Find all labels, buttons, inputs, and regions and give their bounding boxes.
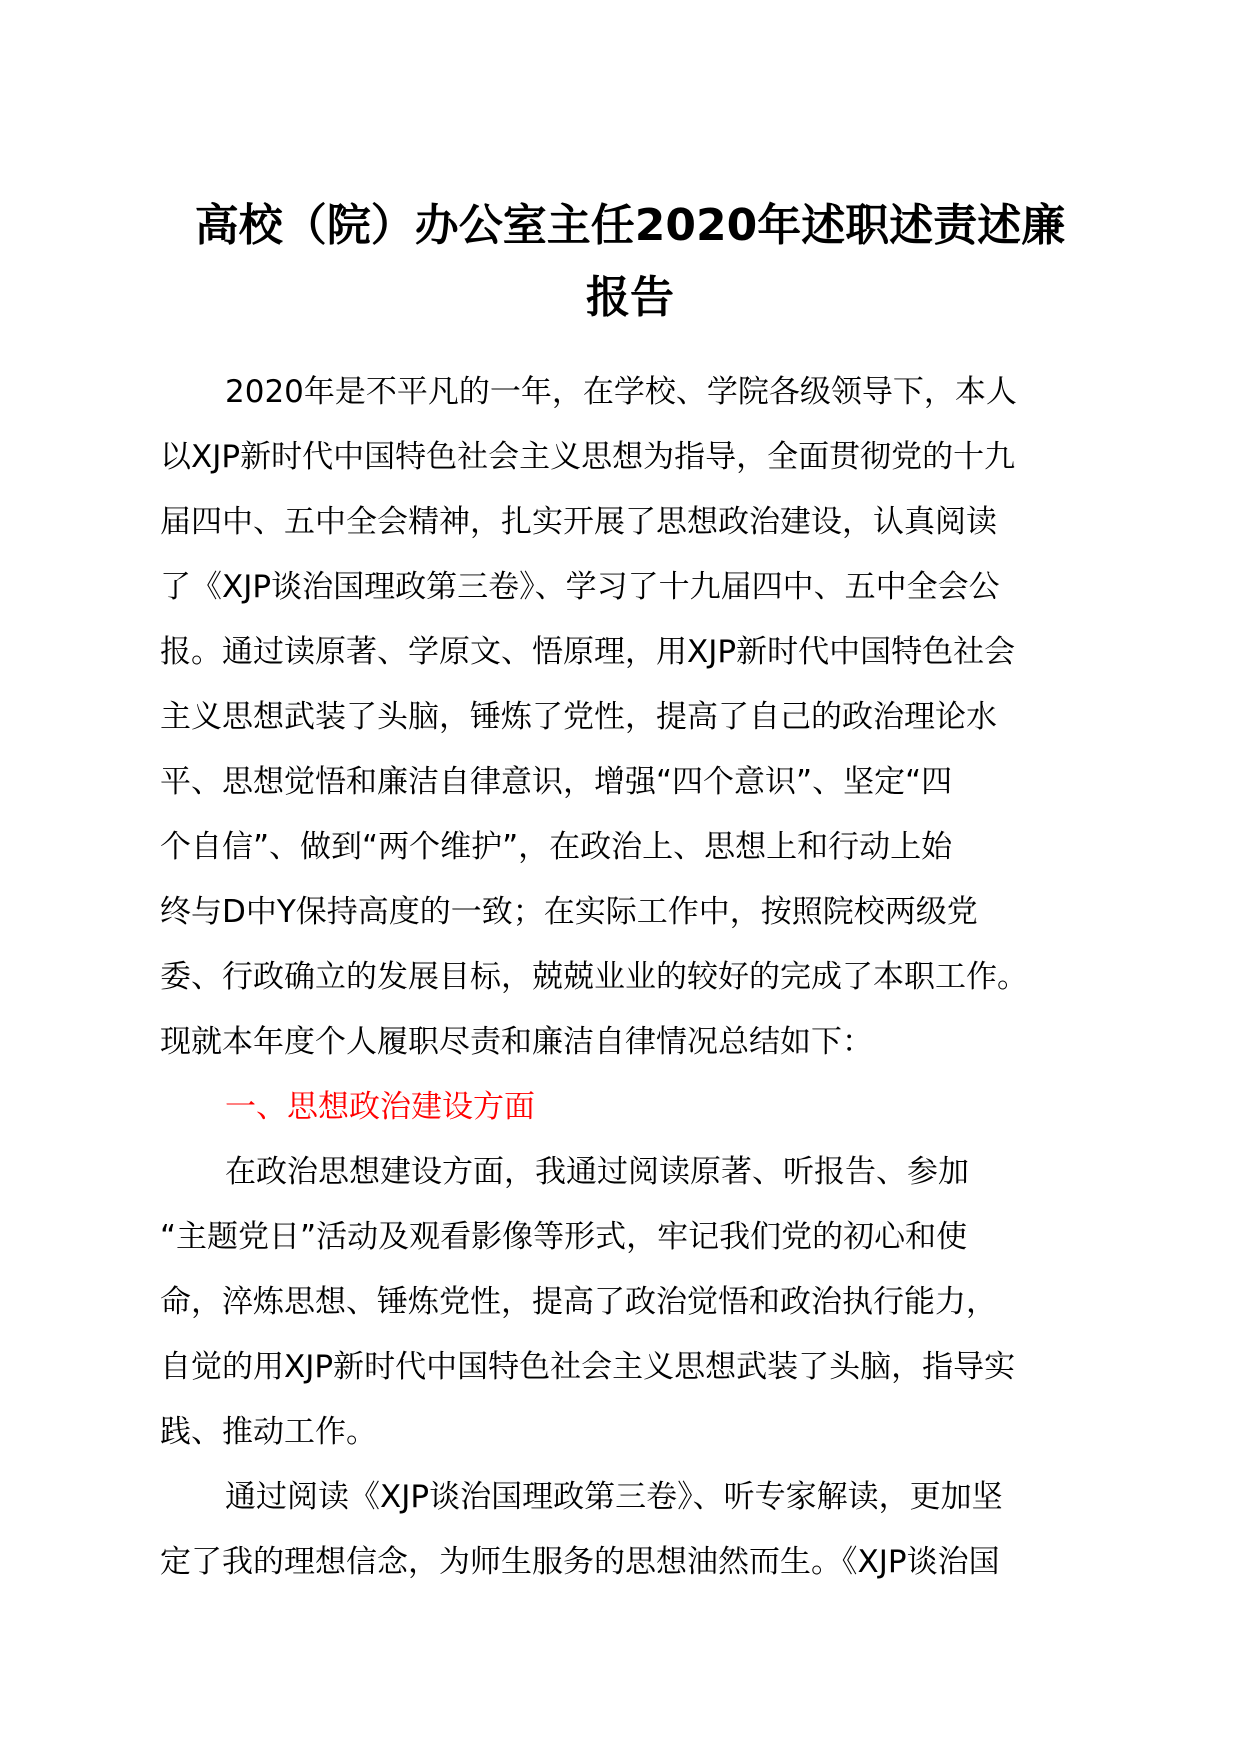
section-heading-1: 一、思想政治建设方面 [225, 1089, 535, 1125]
paragraph-1-line-3: 届四中、五中全会精神，扎实开展了思想政治建设，认真阅读 [160, 504, 997, 540]
paragraph-1-line-4: 了《XJP谈治国理政第三卷》、学习了十九届四中、五中全会公 [160, 569, 1000, 605]
paragraph-1-line-8: 个自信”、做到“两个维护”，在政治上、思想上和行动上始 [160, 829, 953, 865]
paragraph-1-line-11: 现就本年度个人履职尽责和廉洁自律情况总结如下： [160, 1024, 873, 1060]
paragraph-1-line-2: 以XJP新时代中国特色社会主义思想为指导，全面贯彻党的十九 [160, 439, 1016, 475]
paragraph-1-line-10: 委、行政确立的发展目标，兢兢业业的较好的完成了本职工作。 [160, 959, 1028, 995]
title-line-2: 报告 [586, 272, 674, 323]
document-body [160, 360, 1100, 1595]
title-line-1: 高校（院）办公室主任2020年述职述责述廉 [194, 200, 1066, 251]
paragraph-3-line-2: 定了我的理想信念，为师生服务的思想油然而生。《XJP谈治国 [160, 1544, 1000, 1580]
paragraph-1-line-9: 终与D中Y保持高度的一致；在实际工作中，按照院校两级党 [160, 894, 978, 930]
paragraph-2-line-5: 践、推动工作。 [160, 1414, 377, 1450]
paragraph-1-line-6: 主义思想武装了头脑，锤炼了党性，提高了自己的政治理论水 [160, 699, 997, 735]
paragraph-2-line-2: “主题党日”活动及观看影像等形式，牢记我们党的初心和使 [160, 1219, 968, 1255]
paragraph-2-line-3: 命，淬炼思想、锤炼党性，提高了政治觉悟和政治执行能力， [160, 1284, 997, 1320]
paragraph-3-line-1: 通过阅读《XJP谈治国理政第三卷》、听专家解读，更加坚 [225, 1479, 1003, 1515]
paragraph-1-line-7: 平、思想觉悟和廉洁自律意识，增强“四个意识”、坚定“四 [160, 764, 953, 800]
paragraph-1-line-5: 报。通过读原著、学原文、悟原理，用XJP新时代中国特色社会 [160, 634, 1016, 670]
paragraph-2-line-1: 在政治思想建设方面，我通过阅读原著、听报告、参加 [225, 1154, 969, 1190]
document-title [160, 190, 1100, 334]
paragraph-2-line-4: 自觉的用XJP新时代中国特色社会主义思想武装了头脑，指导实 [160, 1349, 1016, 1385]
paragraph-1-line-1: 2020年是不平凡的一年，在学校、学院各级领导下，本人 [225, 374, 1017, 410]
